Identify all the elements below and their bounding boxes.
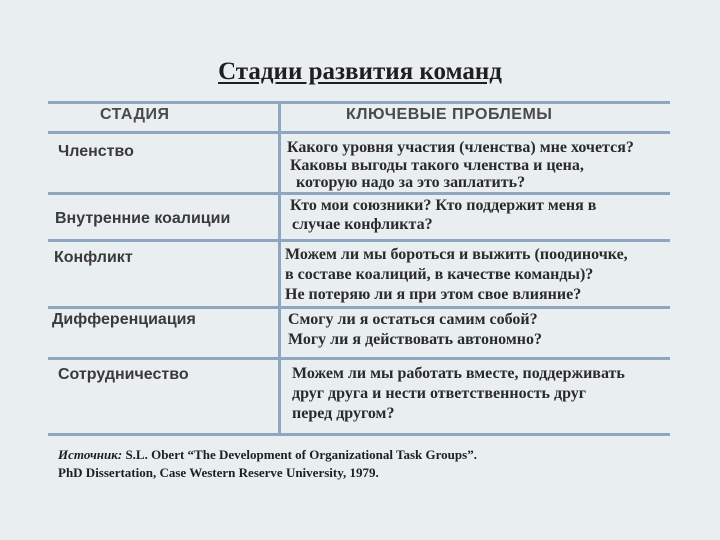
- stage-membership: Членство: [58, 143, 134, 160]
- source-line-1: S.L. Obert “The Development of Organizational Task Groups”.: [125, 447, 477, 462]
- row-divider: [48, 357, 670, 360]
- stage-conflict: Конфликт: [54, 249, 133, 266]
- table-top-rule: [48, 101, 670, 104]
- problem-line: которую надо за это заплатить?: [296, 174, 526, 191]
- source-note: [58, 446, 477, 482]
- problem-line: Кто мои союзники? Кто поддержит меня в: [290, 197, 597, 214]
- source-label: Источник:: [58, 447, 123, 462]
- problem-line: перед другом?: [292, 405, 395, 422]
- header-stage: СТАДИЯ: [100, 106, 170, 123]
- problem-line: Могу ли я действовать автономно?: [288, 331, 542, 348]
- row-divider: [48, 306, 670, 309]
- stage-collaboration: Сотрудничество: [58, 366, 189, 383]
- problem-line: в составе коалиций, в качестве команды)?: [285, 266, 594, 283]
- column-divider: [278, 101, 281, 436]
- source-line-2: PhD Dissertation, Case Western Reserve University, 1979.: [58, 465, 379, 480]
- table-header-rule: [48, 131, 670, 134]
- problem-line: Какого уровня участия (членства) мне хочется?: [287, 139, 634, 156]
- table-bottom-rule: [48, 433, 670, 436]
- page-title: Стадии развития команд: [218, 58, 502, 85]
- problem-line: друг друга и нести ответственность друг: [292, 385, 587, 402]
- problem-line: случае конфликта?: [292, 216, 433, 233]
- row-divider: [48, 239, 670, 242]
- problem-line: Смогу ли я остаться самим собой?: [288, 311, 538, 328]
- problem-line: Каковы выгоды такого членства и цена,: [290, 157, 584, 174]
- stage-coalitions: Внутренние коалиции: [55, 210, 231, 227]
- problem-line: Можем ли мы бороться и выжить (поодиночке,: [285, 246, 628, 263]
- problem-line: Не потеряю ли я при этом свое влияние?: [285, 286, 582, 303]
- stage-differentiation: Дифференциация: [52, 311, 196, 328]
- problem-line: Можем ли мы работать вместе, поддерживать: [292, 365, 625, 382]
- header-problems: КЛЮЧЕВЫЕ ПРОБЛЕМЫ: [346, 106, 553, 123]
